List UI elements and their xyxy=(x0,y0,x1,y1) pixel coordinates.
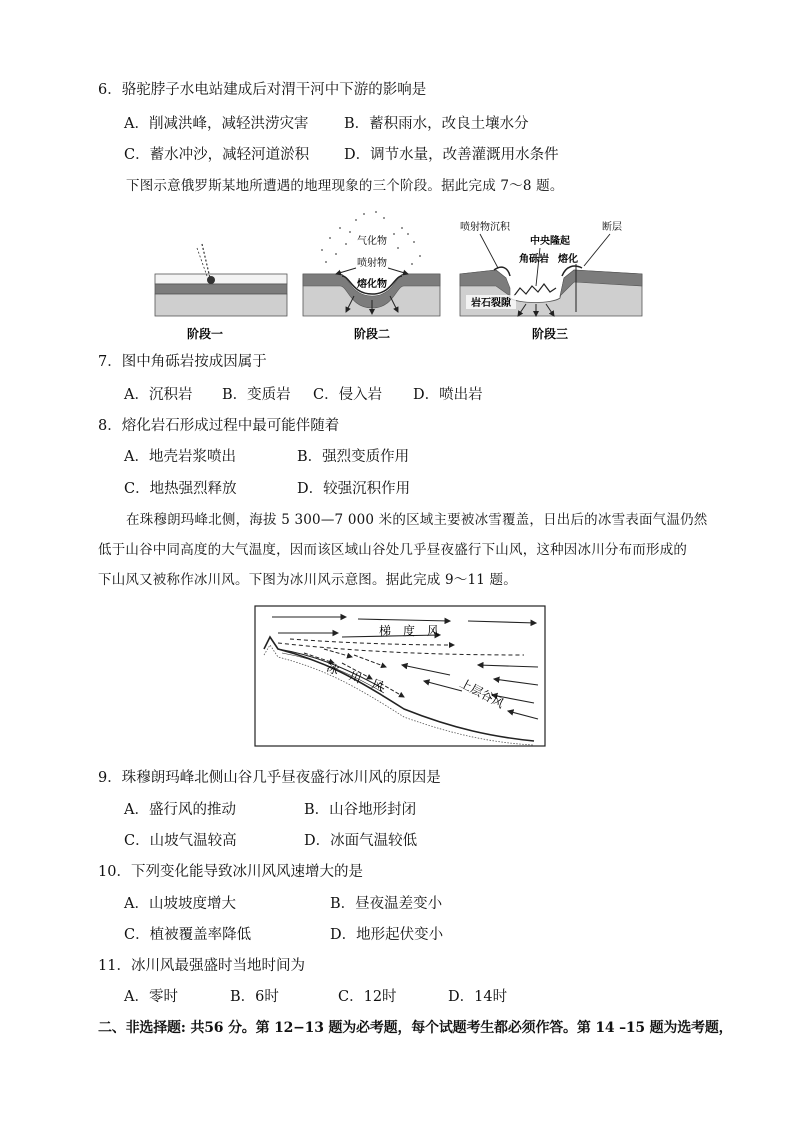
stage-3-ejecta-deposit-label: 喷射物沉积 xyxy=(460,222,510,233)
glacier-wind-label: 冰 川 风 xyxy=(324,660,386,695)
question-6-option-c: C．蓄水冲沙，减轻河道淤积 xyxy=(124,147,310,163)
stage-3-fracture-label: 岩石裂隙 xyxy=(471,298,511,309)
intro-9-11-line-1: 在珠穆朗玛峰北侧，海拔 5 300—7 000 米的区域主要被冰雪覆盖，日出后的冰雪表面气温仍然 xyxy=(126,512,708,528)
gradient-wind-label: 梯 度 风 xyxy=(378,624,440,638)
question-8-option-d: D．较强沉积作用 xyxy=(297,481,411,497)
stage-2-diagram xyxy=(303,211,440,341)
question-10-stem: 10．下列变化能导致冰川风风速增大的是 xyxy=(98,864,363,880)
question-9-option-d: D．冰面气温较低 xyxy=(304,833,418,849)
stage-3-melt-label: 熔化 xyxy=(558,254,578,265)
question-11-option-b: B．6时 xyxy=(230,989,279,1005)
intro-9-11-line-3: 下山风又被称作冰川风。下图为冰川风示意图。据此完成 9～11 题。 xyxy=(98,572,517,588)
intro-7-8: 下图示意俄罗斯某地所遭遇的地理现象的三个阶段。据此完成 7～8 题。 xyxy=(126,178,564,194)
question-6-option-a: A．削减洪峰，减轻洪涝灾害 xyxy=(124,116,309,132)
question-9-stem: 9．珠穆朗玛峰北侧山谷几乎昼夜盛行冰川风的原因是 xyxy=(98,770,441,786)
section-2-heading: 二、非选择题: 共56 分。第 12−13 题为必考题，每个试题考生都必须作答。第 14 –15 题为选考题， xyxy=(98,1020,733,1036)
stage-3-central-uplift-label: 中央隆起 xyxy=(530,236,570,247)
question-10-option-c: C．植被覆盖率降低 xyxy=(124,927,252,943)
question-10-option-d: D．地形起伏变小 xyxy=(330,927,444,943)
question-6-stem: 6．骆驼脖子水电站建成后对渭干河中下游的影响是 xyxy=(98,82,427,98)
stage-2-gas-label: 气化物 xyxy=(357,236,387,247)
question-9-option-c: C．山坡气温较高 xyxy=(124,833,237,849)
question-9-option-a: A．盛行风的推动 xyxy=(124,802,236,818)
stage-2-ejecta-label: 喷射物 xyxy=(357,258,387,269)
question-7-option-d: D．喷出岩 xyxy=(413,387,483,403)
question-8-option-b: B．强烈变质作用 xyxy=(297,449,410,465)
upper-valley-wind-label: 上层谷风 xyxy=(457,676,507,711)
question-11-stem: 11．冰川风最强盛时当地时间为 xyxy=(98,958,305,974)
stage-3-fault-label: 断层 xyxy=(602,222,622,233)
question-7-option-c: C．侵入岩 xyxy=(313,387,383,403)
question-7-option-b: B．变质岩 xyxy=(222,387,291,403)
intro-9-11-line-2: 低于山谷中同高度的大气温度，因而该区域山谷处几乎昼夜盛行下山风，这种因冰川分布而形成的 xyxy=(98,542,688,558)
stage-2-label: 阶段二 xyxy=(353,327,391,341)
question-8-option-c: C．地热强烈释放 xyxy=(124,481,237,497)
stage-1-label: 阶段一 xyxy=(186,327,224,341)
stage-2-melt-label: 熔化物 xyxy=(357,279,387,290)
question-8-option-a: A．地壳岩浆喷出 xyxy=(124,449,236,465)
question-11-option-c: C．12时 xyxy=(338,989,397,1005)
impact-stages-figure xyxy=(150,208,650,348)
question-9-option-b: B．山谷地形封闭 xyxy=(304,802,417,818)
question-11-option-a: A．零时 xyxy=(124,989,178,1005)
question-10-option-a: A．山坡坡度增大 xyxy=(124,896,236,912)
question-11-option-d: D．14时 xyxy=(448,989,508,1005)
question-6-option-d: D．调节水量，改善灌溉用水条件 xyxy=(344,147,559,163)
stage-3-label: 阶段三 xyxy=(531,327,569,341)
question-6-option-b: B．蓄积雨水，改良土壤水分 xyxy=(344,116,529,132)
question-7-stem: 7．图中角砾岩按成因属于 xyxy=(98,354,267,370)
stage-1-diagram xyxy=(155,244,287,341)
glacier-wind-figure xyxy=(254,605,546,747)
stage-3-breccia-label: 角砾岩 xyxy=(519,254,549,265)
stage-3-diagram xyxy=(460,220,642,341)
meteorite-icon xyxy=(207,276,215,284)
question-8-stem: 8．熔化岩石形成过程中最可能伴随着 xyxy=(98,418,340,434)
question-10-option-b: B．昼夜温差变小 xyxy=(330,896,443,912)
question-7-option-a: A．沉积岩 xyxy=(124,387,193,403)
